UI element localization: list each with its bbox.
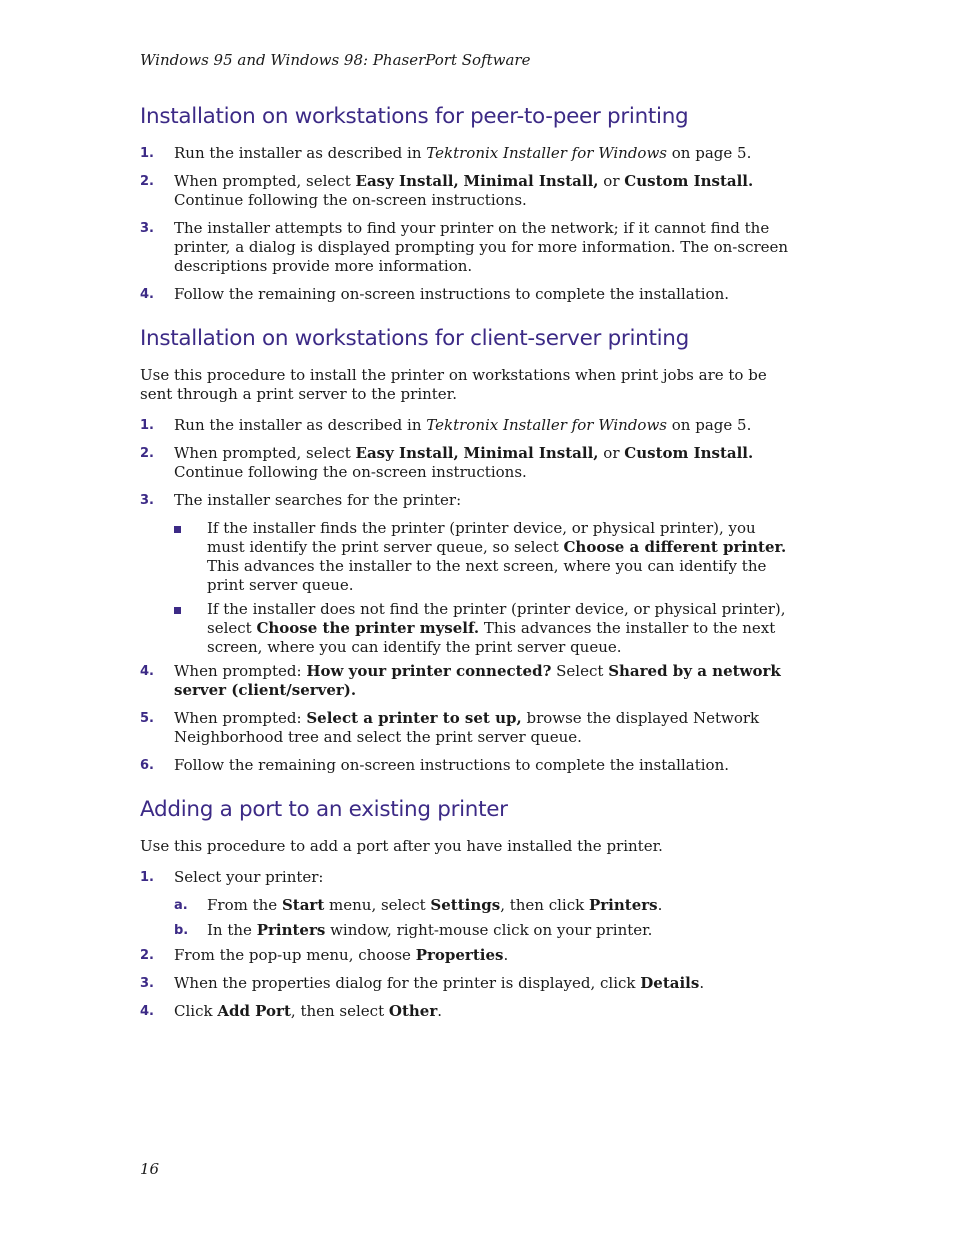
prompt-how-connected: How your printer connected? (306, 662, 552, 680)
step-5 (140, 709, 790, 747)
step-number: 2. (140, 174, 154, 189)
running-head: Windows 95 and Windows 98: PhaserPort Software (140, 51, 531, 69)
step-text: or (598, 444, 625, 462)
step-text: . (503, 946, 509, 964)
window-printers: Printers (256, 921, 326, 939)
step-text: The installer attempts to find your printer on the network; if it cannot find the printer, a dialog is displayed prompting you for more information. The on-screen descriptions provide more information. (174, 219, 789, 275)
step-text: When prompted: (174, 662, 307, 680)
section-title-adding-port: Adding a port to an existing printer (140, 797, 508, 822)
step-text: on page 5. (667, 416, 752, 434)
page-number: 16 (140, 1160, 160, 1178)
step-text: Select (551, 662, 609, 680)
section-title-peer-to-peer: Installation on workstations for peer-to-peer printing (140, 104, 689, 129)
intro-paragraph: Use this procedure to install the printer on workstations when print jobs are to be sent through a print server to the printer. (140, 366, 767, 403)
step-text: Follow the remaining on-screen instructions to complete the installation. (174, 756, 730, 774)
section-title-client-server: Installation on workstations for client-server printing (140, 326, 689, 351)
step-text: When prompted, select (174, 444, 356, 462)
option-easy-install: Easy Install, (355, 444, 459, 462)
step-text: Follow the remaining on-screen instructions to complete the installation. (174, 285, 730, 303)
step-text: menu, select (324, 896, 431, 914)
step-text: on page 5. (667, 144, 752, 162)
doc-reference: Tektronix Installer for Windows (426, 416, 667, 434)
bullet-text: If the installer does not find the printer (printer device, or physical printer), select (207, 600, 786, 637)
step-4 (140, 285, 790, 304)
option-choose-different-printer: Choose a different printer. (563, 538, 787, 556)
intro-paragraph: Use this procedure to add a port after you have installed the printer. (140, 837, 663, 855)
step-number: 1. (140, 870, 154, 885)
step-number: 5. (140, 711, 154, 726)
step-text: , then click (500, 896, 589, 914)
substep-a (140, 896, 790, 915)
step-text: Run the installer as described in (174, 144, 427, 162)
step-text: window, right-mouse click on your printer. (325, 921, 653, 939)
substep-b (140, 921, 790, 940)
step-text: Click (174, 1002, 218, 1020)
menu-properties: Properties (415, 946, 504, 964)
step-text: . (699, 974, 705, 992)
step-2 (140, 946, 790, 965)
step-text: Continue following the on-screen instructions. (174, 463, 527, 481)
step-6 (140, 756, 790, 775)
step-number: 1. (140, 146, 154, 161)
step-text: In the (207, 921, 257, 939)
step-3 (140, 974, 790, 993)
step-4 (140, 1002, 790, 1021)
option-minimal-install: Minimal Install, (463, 172, 599, 190)
option-shared-by-network-server: Shared by a network server (client/server). (174, 662, 781, 699)
step-3 (140, 219, 790, 276)
option-easy-install: Easy Install, (355, 172, 459, 190)
square-bullet-icon (174, 526, 181, 533)
step-text: . (437, 1002, 443, 1020)
menu-settings: Settings (430, 896, 501, 914)
step-number: 6. (140, 758, 154, 773)
step-4 (140, 662, 790, 700)
step-2 (140, 444, 790, 482)
bullet-text: This advances the installer to the next screen, where you can identify the print server queue. (207, 557, 767, 594)
doc-reference: Tektronix Installer for Windows (426, 144, 667, 162)
bullet-item-found (140, 519, 790, 595)
tab-details: Details (640, 974, 700, 992)
prompt-select-printer: Select a printer to set up, (306, 709, 522, 727)
page-content (140, 102, 790, 1030)
step-number: 3. (140, 493, 154, 508)
step-text: , then select (290, 1002, 389, 1020)
step-number: 4. (140, 1004, 154, 1019)
step-text: Run the installer as described in (174, 416, 427, 434)
step-number: 2. (140, 446, 154, 461)
step-number: 4. (140, 287, 154, 302)
step-text: The installer searches for the printer: (174, 491, 462, 509)
step-text: From the pop-up menu, choose (174, 946, 416, 964)
step-number: 3. (140, 221, 154, 236)
step-text: Continue following the on-screen instructions. (174, 191, 527, 209)
step-1 (140, 868, 790, 887)
option-custom-install: Custom Install. (624, 172, 754, 190)
step-text: . (657, 896, 663, 914)
step-1 (140, 144, 790, 163)
substep-letter: a. (174, 898, 188, 913)
step-number: 3. (140, 976, 154, 991)
step-text: Select your printer: (174, 868, 324, 886)
step-text: When prompted: (174, 709, 307, 727)
step-number: 4. (140, 664, 154, 679)
step-text: browse the displayed Network Neighborhood tree and select the print server queue. (174, 709, 760, 746)
bullet-text: If the installer finds the printer (printer device, or physical printer), you must identify the print server queue, so select (207, 519, 756, 556)
step-text: When prompted, select (174, 172, 356, 190)
option-custom-install: Custom Install. (624, 444, 754, 462)
bullet-item-not-found (140, 600, 790, 657)
step-1 (140, 416, 790, 435)
step-text: When the properties dialog for the printer is displayed, click (174, 974, 641, 992)
step-text: From the (207, 896, 282, 914)
step-text: or (598, 172, 625, 190)
step-number: 2. (140, 948, 154, 963)
substep-letter: b. (174, 923, 189, 938)
button-add-port: Add Port (217, 1002, 291, 1020)
step-number: 1. (140, 418, 154, 433)
option-other: Other (388, 1002, 438, 1020)
menu-start: Start (281, 896, 325, 914)
step-2 (140, 172, 790, 210)
menu-printers: Printers (589, 896, 658, 914)
option-minimal-install: Minimal Install, (463, 444, 599, 462)
step-3 (140, 491, 790, 510)
bullet-text: This advances the installer to the next screen, where you can identify the print server queue. (207, 619, 776, 656)
square-bullet-icon (174, 607, 181, 614)
option-choose-printer-myself: Choose the printer myself. (256, 619, 480, 637)
